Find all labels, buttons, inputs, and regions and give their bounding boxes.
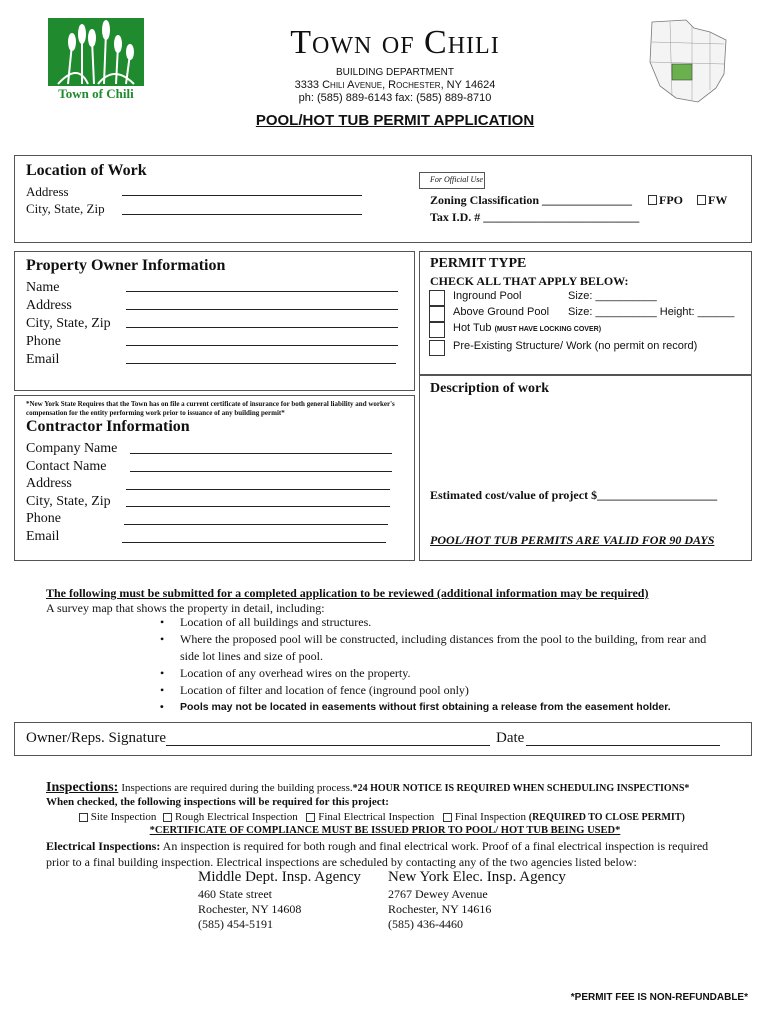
inground-pool-checkbox[interactable] xyxy=(429,290,445,306)
hot-tub-label xyxy=(453,322,601,334)
description-field[interactable] xyxy=(430,400,742,480)
department-phone: ph: (585) 889-6143 fax: (585) 889-8710 xyxy=(298,92,492,104)
contact-name-label: Contact Name xyxy=(26,458,107,474)
agency-name: New York Elec. Insp. Agency xyxy=(388,869,566,885)
date-label: Date xyxy=(496,730,525,746)
location-address-label: Address xyxy=(26,184,69,199)
list-item: • Location of all buildings and structures. xyxy=(160,614,720,631)
tax-id-label: Tax I.D. # __________________________ xyxy=(430,210,640,224)
fpo-label: FPO xyxy=(659,193,683,207)
above-ground-pool-checkbox[interactable] xyxy=(429,306,445,322)
county-map-icon xyxy=(646,18,728,104)
owner-signature-field[interactable] xyxy=(166,730,490,746)
owner-email-field[interactable] xyxy=(126,350,396,364)
contractor-phone-field[interactable] xyxy=(124,511,388,525)
town-logo xyxy=(48,18,144,104)
contractor-email-label: Email xyxy=(26,528,60,544)
owner-city-field[interactable] xyxy=(126,314,398,328)
owner-city-label: City, State, Zip xyxy=(26,316,111,331)
contractor-city-field[interactable] xyxy=(126,493,390,507)
estimated-cost: Estimated cost/value of project $____________________ xyxy=(430,488,718,502)
agency-phone: (585) 436-4460 xyxy=(388,917,463,931)
contractor-address-label: Address xyxy=(26,476,72,492)
agency-street: 460 State street xyxy=(198,887,272,901)
above-ground-pool-label: Above Ground Pool xyxy=(453,306,550,318)
certificate-notice: *CERTIFICATE OF COMPLIANCE MUST BE ISSUED PRIOR TO POOL/ HOT TUB BEING USED* xyxy=(149,825,621,836)
inground-pool-label: Inground Pool xyxy=(453,290,522,302)
rough-electrical-label: Rough Electrical Inspection xyxy=(174,811,298,823)
owner-name-label: Name xyxy=(26,280,60,295)
inspections-line xyxy=(46,780,689,796)
final-inspection-label: Final Inspection xyxy=(454,811,526,823)
agency-city: Rochester, NY 14616 xyxy=(388,902,492,916)
insurance-note: *New York State Requires that the Town has on file a current certificate of insurance for both general liability and worker's compensation for the entity performing work prior to issuance of any building permit* xyxy=(26,400,395,417)
location-heading: Location of Work xyxy=(26,162,147,179)
owner-heading: Property Owner Information xyxy=(26,257,226,274)
requirements-intro: A survey map that shows the property in detail, including: xyxy=(46,601,325,615)
company-name-label: Company Name xyxy=(26,441,118,456)
fw-label: FW xyxy=(708,193,728,207)
list-item: • Pools may not be located in easements without first obtaining a release from the easement holder. xyxy=(160,699,720,716)
owner-email-label: Email xyxy=(26,352,60,367)
owner-phone-field[interactable] xyxy=(126,332,398,346)
final-electrical-label: Final Electrical Inspection xyxy=(318,811,435,823)
fee-notice: *PERMIT FEE IS NON-REFUNDABLE* xyxy=(570,992,748,1003)
requirements-list xyxy=(160,614,720,716)
inspection-options xyxy=(79,811,685,823)
list-item: • Location of filter and location of fence (inground pool only) xyxy=(160,682,720,699)
contractor-address-field[interactable] xyxy=(126,476,390,490)
agency-new-york-elec xyxy=(388,870,566,932)
zoning-label: Zoning Classification _______________ xyxy=(430,193,633,207)
fw-checkbox[interactable] xyxy=(697,195,706,205)
agency-middle-dept xyxy=(198,870,361,932)
permit-type-subheading: CHECK ALL THAT APPLY BELOW: xyxy=(430,274,629,288)
contractor-email-field[interactable] xyxy=(122,529,386,543)
list-item: • Where the proposed pool will be constructed, including distances from the pool to the building, from rear and side lot lines and size of pool. xyxy=(160,631,720,665)
location-city-field[interactable] xyxy=(122,201,362,215)
permit-valid-notice: POOL/HOT TUB PERMITS ARE VALID FOR 90 DAYS xyxy=(430,533,715,547)
inspections-label: Inspections: xyxy=(46,780,119,795)
page-title: Town of Chili xyxy=(290,24,500,61)
location-city-label: City, State, Zip xyxy=(26,201,105,216)
fpo-checkbox[interactable] xyxy=(648,195,657,205)
department-name: BUILDING DEPARTMENT xyxy=(336,67,454,78)
contractor-fields xyxy=(26,440,117,546)
department-address: 3333 Chili Avenue, Rochester, NY 14624 xyxy=(294,79,496,91)
electrical-text: An inspection is required for both rough and final electrical work. Proof of a final electrical inspection is required prior to a final building inspection. Electrical inspections are scheduled by contacting any of the two agencies listed below: xyxy=(46,839,709,869)
inspections-notice: *24 HOUR NOTICE IS REQUIRED WHEN SCHEDULING INSPECTIONS* xyxy=(352,783,690,794)
contractor-phone-label: Phone xyxy=(26,511,61,527)
when-checked-text: When checked, the following inspections will be required for this project: xyxy=(46,796,389,808)
inground-pool-size: Size: __________ xyxy=(568,290,657,302)
owner-phone-label: Phone xyxy=(26,334,61,349)
location-address-field[interactable] xyxy=(122,184,362,196)
agency-city: Rochester, NY 14608 xyxy=(198,902,302,916)
final-inspection-checkbox[interactable] xyxy=(443,813,452,822)
electrical-inspections xyxy=(46,838,722,870)
description-heading: Description of work xyxy=(430,381,549,396)
contact-name-field[interactable] xyxy=(130,458,392,472)
company-name-field[interactable] xyxy=(130,440,392,454)
owner-fields xyxy=(26,279,111,369)
permit-type-heading: PERMIT TYPE xyxy=(430,256,527,271)
date-field[interactable] xyxy=(526,730,720,746)
owner-address-field[interactable] xyxy=(126,296,398,310)
site-inspection-checkbox[interactable] xyxy=(79,813,88,822)
owner-address-label: Address xyxy=(26,298,72,313)
official-use-label: For Official Use xyxy=(430,175,483,184)
contractor-city-label: City, State, Zip xyxy=(26,493,111,509)
pre-existing-checkbox[interactable] xyxy=(429,340,445,356)
inspections-text: Inspections are required during the building process. xyxy=(121,782,353,794)
list-item: • Location of any overhead wires on the property. xyxy=(160,665,720,682)
agency-name: Middle Dept. Insp. Agency xyxy=(198,869,361,885)
rough-electrical-checkbox[interactable] xyxy=(163,813,172,822)
pre-existing-label: Pre-Existing Structure/ Work (no permit on record) xyxy=(453,340,698,352)
electrical-label: Electrical Inspections: xyxy=(46,839,161,853)
agency-street: 2767 Dewey Avenue xyxy=(388,887,488,901)
contractor-heading: Contractor Information xyxy=(26,418,190,435)
form-title: POOL/HOT TUB PERMIT APPLICATION xyxy=(255,112,535,129)
final-inspection-note: (REQUIRED TO CLOSE PERMIT) xyxy=(528,812,685,823)
owner-signature-label: Owner/Reps. Signature xyxy=(26,730,166,746)
agency-phone: (585) 454-5191 xyxy=(198,917,273,931)
above-ground-pool-size: Size: __________ Height: ______ xyxy=(568,306,735,318)
site-inspection-label: Site Inspection xyxy=(90,811,157,823)
hot-tub-text: Hot Tub xyxy=(453,322,492,334)
logo-text: Town of Chili xyxy=(58,86,134,101)
town-map xyxy=(646,18,728,104)
final-electrical-checkbox[interactable] xyxy=(306,813,315,822)
hot-tub-checkbox[interactable] xyxy=(429,322,445,338)
hot-tub-note: (MUST HAVE LOCKING COVER) xyxy=(494,326,602,333)
owner-name-field[interactable] xyxy=(126,278,398,292)
requirements-heading: The following must be submitted for a completed application to be reviewed (additional information may be required) xyxy=(46,586,649,600)
